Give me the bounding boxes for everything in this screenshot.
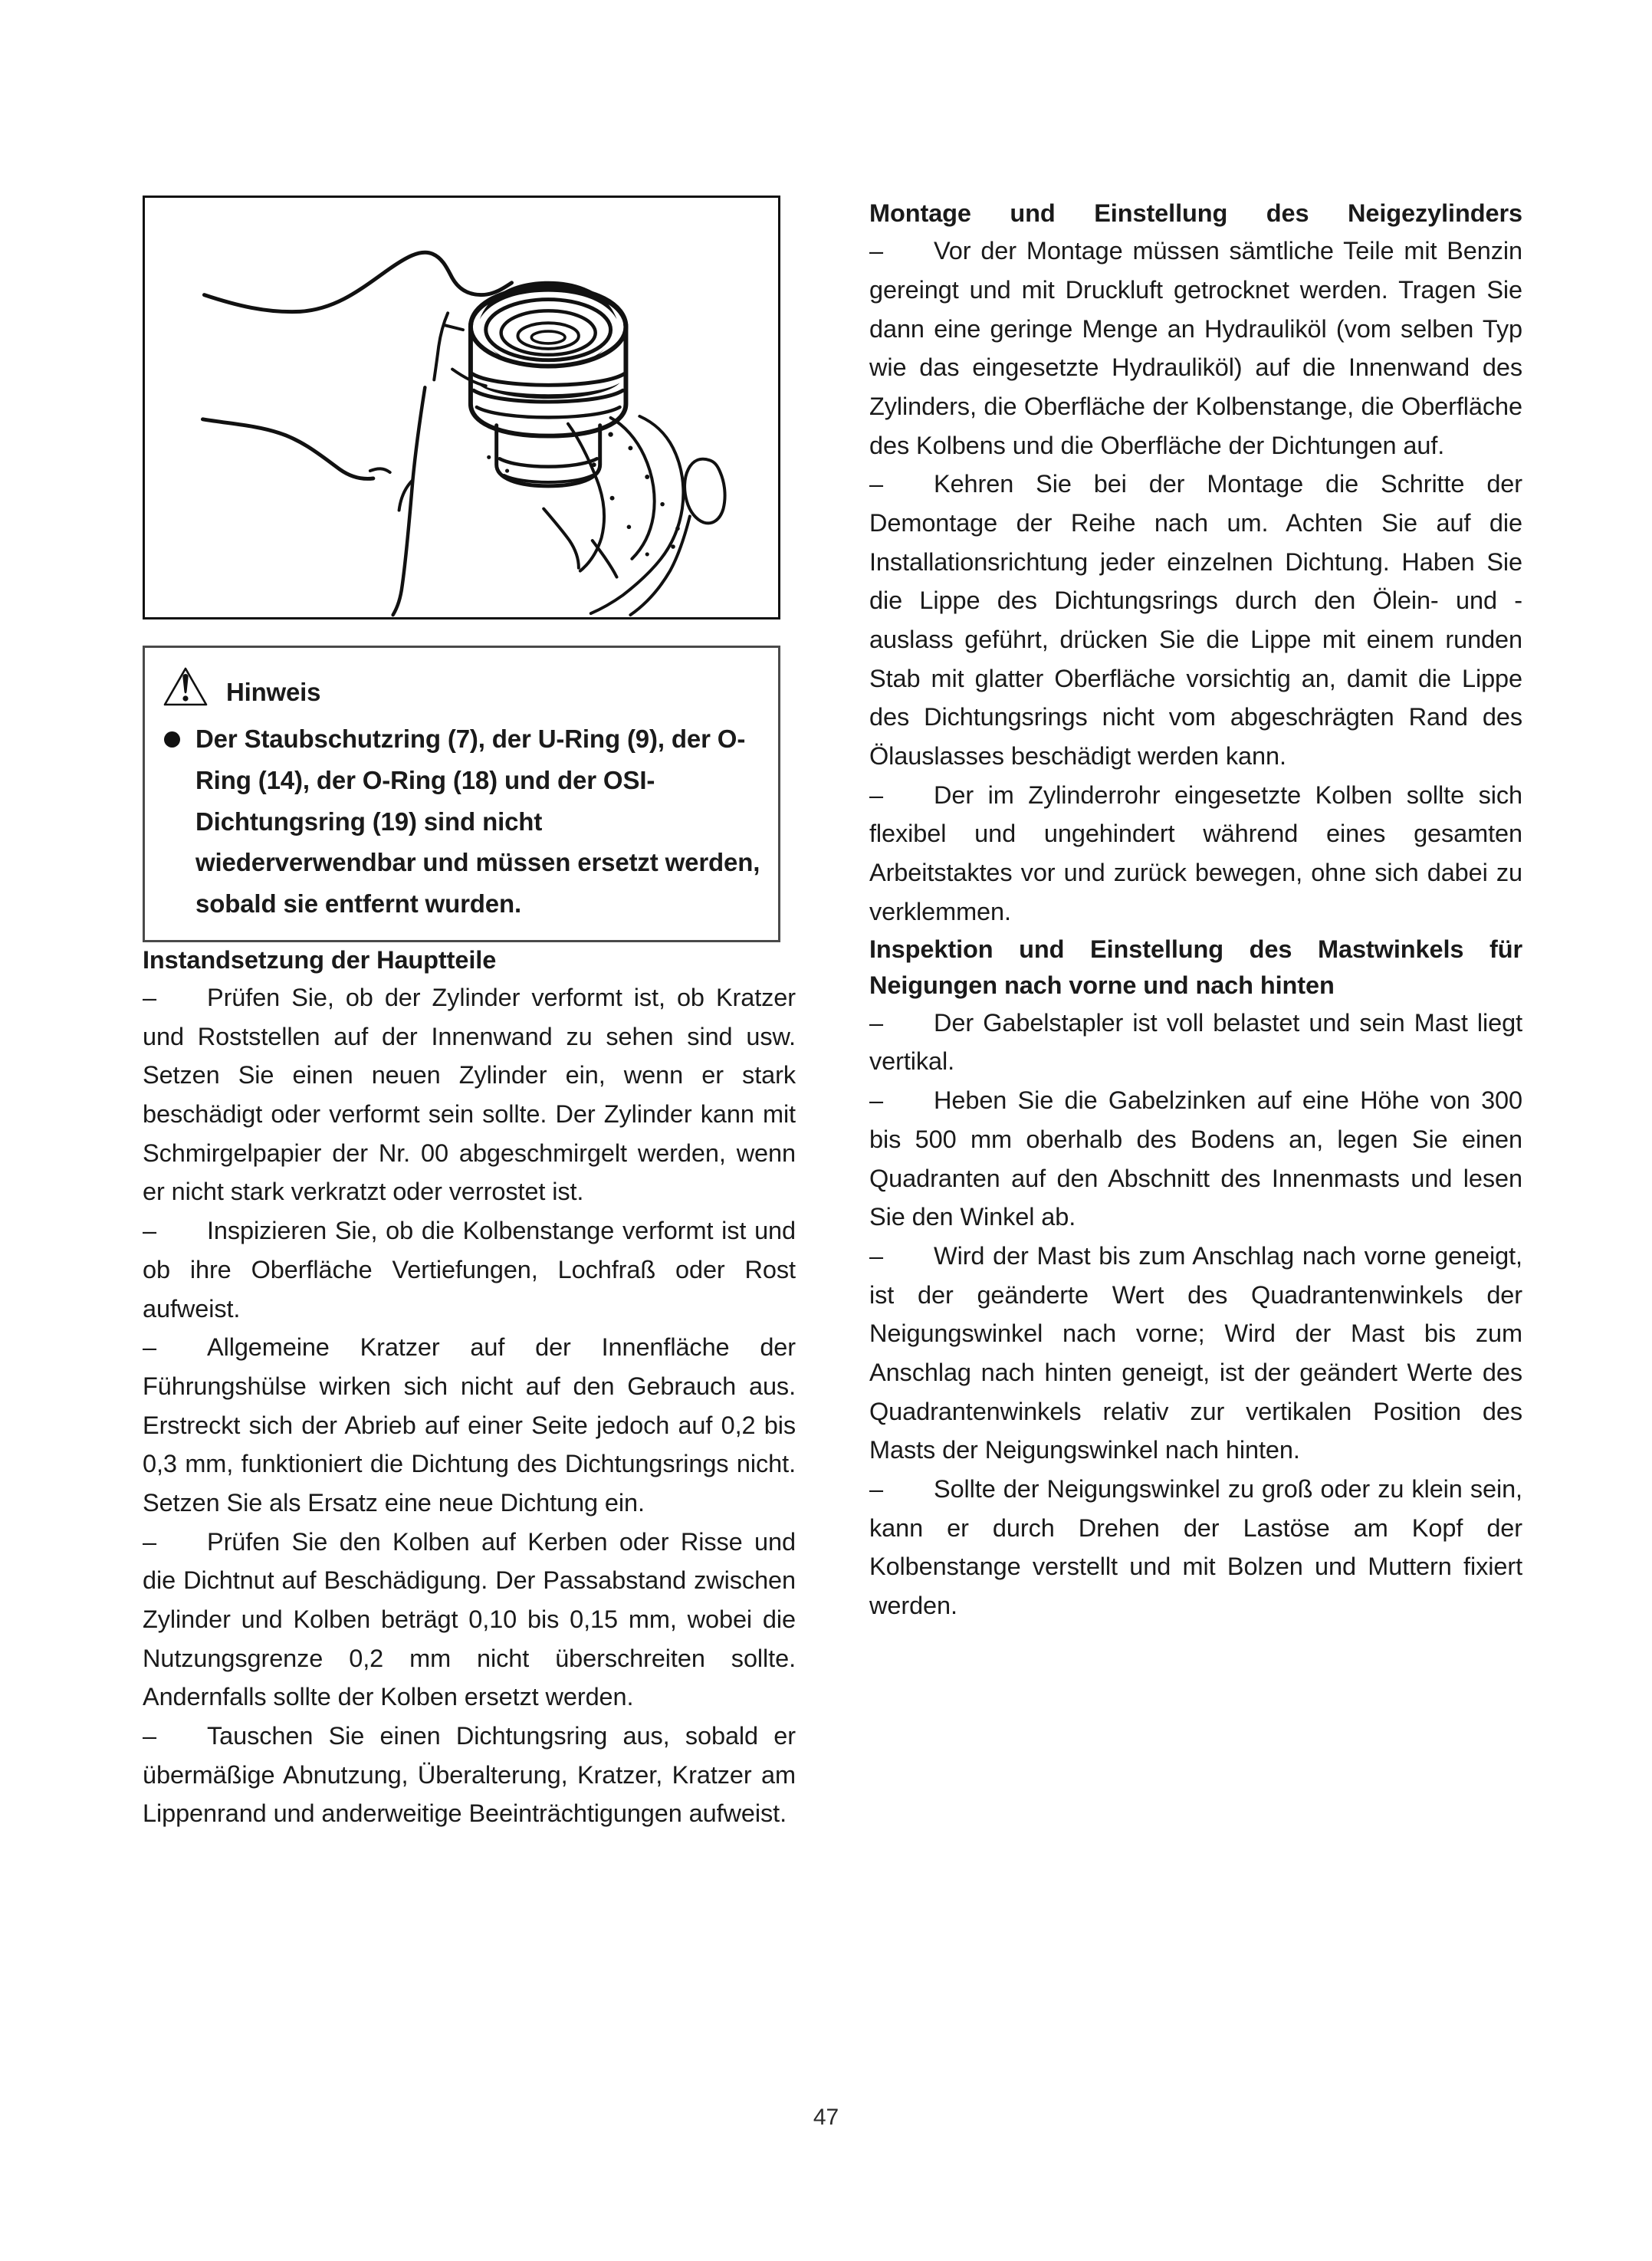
dash-marker: – <box>869 1008 883 1037</box>
bullet-dot-icon <box>162 718 182 925</box>
dash-marker: – <box>869 1086 883 1115</box>
dash-marker: – <box>143 1722 156 1750</box>
paragraph <box>869 1470 1522 1625</box>
paragraph-text: Kehren Sie bei der Montage die Schritte der Demontage der Reihe nach um. Achten Sie auf die Installationsrichtung jeder einzelnen Dichtung. Haben Sie die Lippe des Dichtungsrings durch den Ölein- und -auslass geführt, drücken Sie die Lippe mit einem runden Stab mit glatter Oberfläche vorsichtig an, damit die Lippe des Dichtungsrings nicht vom abgeschrägten Rand des Ölauslasses beschädigt werden kann. <box>869 470 1522 771</box>
notice-header <box>162 660 761 708</box>
paragraph-text: Vor der Montage müssen sämtliche Teile mit Benzin gereingt und mit Druckluft getrocknet werden. Tragen Sie dann eine geringe Menge an Hydrauliköl (vom selben Typ wie das eingesetzte Hydrauliköl) auf die Innenwand des Zylinders, die Oberfläche der Kolbenstange, die Oberfläche des Kolbens und die Oberfläche der Dichtungen auf. <box>869 237 1522 459</box>
paragraph <box>143 1211 796 1328</box>
paragraph <box>869 232 1522 465</box>
paragraph <box>143 1717 796 1833</box>
paragraph <box>869 776 1522 932</box>
paragraph <box>143 1523 796 1717</box>
paragraph-text: Der im Zylinderrohr eingesetzte Kolben sollte sich flexibel und ungehindert während eines gesamten Arbeitstaktes vor und zurück bewegen, ohne sich dabei zu verklemmen. <box>869 781 1522 925</box>
right-column <box>869 196 1522 2135</box>
dash-marker: – <box>869 237 883 265</box>
hand-holding-cylinder-illustration <box>145 198 778 617</box>
dash-marker: – <box>143 1527 156 1556</box>
paragraph <box>869 1081 1522 1237</box>
paragraph-text: Wird der Mast bis zum Anschlag nach vorne geneigt, ist der geänderte Wert des Quadrantenwinkels der Neigungswinkel nach vorne; Wird der Mast bis zum Anschlag nach hinten geneigt, ist der geändert Werte des Quadrantenwinkels relativ zur vertikalen Position des Masts der Neigungswinkel nach hinten. <box>869 1241 1522 1464</box>
notice-box <box>143 646 780 942</box>
paragraph-text: Prüfen Sie den Kolben auf Kerben oder Risse und die Dichtnut auf Beschädigung. Der Passabstand zwischen Zylinder und Kolben beträgt 0,10 bis 0,15 mm, wobei die Nutzungsgrenze 0,2 mm nicht überschreiten sollte. Andernfalls sollte der Kolben ersetzt werden. <box>143 1527 796 1711</box>
paragraph-text: Allgemeine Kratzer auf der Innenfläche der Führungshülse wirken sich nicht auf den Gebrauch aus. Erstreckt sich der Abrieb auf einer Seite jedoch auf 0,2 bis 0,3 mm, funktioniert die Dichtung des Dichtungsrings nicht. Setzen Sie als Ersatz eine neue Dichtung ein. <box>143 1333 796 1517</box>
paragraph <box>869 1237 1522 1470</box>
figure-illustration-box <box>143 196 780 619</box>
right-section-heading-2: Inspektion und Einstellung des Mastwinkels für Neigungen nach vorne und nach hinten <box>869 935 1522 999</box>
paragraph-text: Heben Sie die Gabelzinken auf eine Höhe von 300 bis 500 mm oberhalb des Bodens an, legen Sie einen Quadranten auf den Abschnitt des Innenmasts und lesen Sie den Winkel ab. <box>869 1086 1522 1231</box>
paragraph-text: Der Gabelstapler ist voll belastet und sein Mast liegt vertikal. <box>869 1008 1522 1076</box>
paragraph-text: Tauschen Sie einen Dichtungsring aus, sobald er übermäßige Abnutzung, Überalterung, Kratzer, Kratzer am Lippenrand und anderweitige Beeinträchtigungen aufweist. <box>143 1722 796 1828</box>
paragraph <box>869 465 1522 776</box>
dash-marker: – <box>143 1333 156 1362</box>
notice-title: Hinweis <box>226 678 321 706</box>
paragraph <box>869 1004 1522 1081</box>
paragraph-text: Inspizieren Sie, ob die Kolbenstange verformt ist und ob ihre Oberfläche Vertiefungen, Lochfraß oder Rost aufweist. <box>143 1217 796 1323</box>
page-number: 47 <box>813 2105 839 2130</box>
left-section-heading: Instandsetzung der Hauptteile <box>143 945 497 974</box>
dash-marker: – <box>143 1217 156 1245</box>
warning-triangle-icon <box>162 666 209 708</box>
dash-marker: – <box>869 781 883 809</box>
dash-marker: – <box>869 1475 883 1503</box>
notice-body <box>162 718 761 925</box>
dash-marker: – <box>869 1241 883 1270</box>
notice-text: Der Staubschutzring (7), der U-Ring (9), der O-Ring (14), der O-Ring (18) und der OSI-Dichtungsring (19) sind nicht wiederverwendbar und müssen ersetzt werden, sobald sie entfernt wurden. <box>195 725 760 919</box>
paragraph <box>143 1328 796 1522</box>
page-content <box>143 196 1522 2135</box>
paragraph-text: Prüfen Sie, ob der Zylinder verformt ist, ob Kratzer und Roststellen auf der Innenwand zu sehen sind usw. Setzen Sie einen neuen Zylinder ein, wenn er stark beschädigt oder verformt sein sollte. Der Zylinder kann mit Schmirgelpapier der Nr. 00 abgeschmirgelt werden, wenn er nicht stark verkratzt oder verrostet ist. <box>143 984 796 1206</box>
dash-marker: – <box>143 984 156 1012</box>
dash-marker: – <box>869 470 883 498</box>
paragraph <box>143 978 796 1211</box>
paragraph-text: Sollte der Neigungswinkel zu groß oder zu klein sein, kann er durch Drehen der Lastöse am Kopf der Kolbenstange verstellt und mit Bolzen und Muttern fixiert werden. <box>869 1475 1522 1620</box>
left-column <box>143 196 796 2135</box>
right-section-heading-1: Montage und Einstellung des Neigezylinders <box>869 199 1522 227</box>
